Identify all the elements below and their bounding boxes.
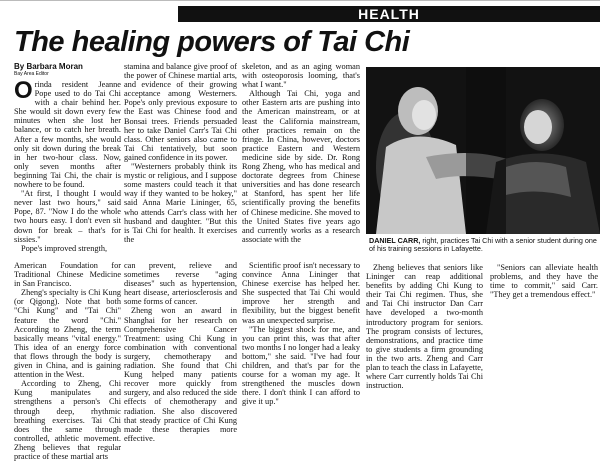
photo-caption	[369, 237, 600, 254]
article-column-5	[124, 261, 237, 461]
paragraph: "Westerners probably think its mystic or religious, and I suppose some masters could teach it that way if they wanted to be hokey," said Anna Marie Lininger, 65, who attends Carr's class with her husband and daughter. "But this is Tai Chi for health. It exercises the	[124, 162, 237, 244]
article-column-1	[14, 80, 121, 256]
article-headline: The healing powers of Tai Chi	[14, 26, 410, 58]
paragraph: "The biggest shock for me, and you can print this, was that after two months I no longer had a leaky bottom," she said. "I've had four children, and that's par for the course for a woman my age. It strengthened the muscles down there. I don't think I can afford to give it up."	[242, 324, 360, 407]
paragraph: Although Tai Chi, yoga and other Eastern arts are pushing into the American mainstream, or at least the California mainstream, other practices remain on the fringe. In China, however, doctors practice Eastern and Western medicine side by side. Dr. Rong Rong Zheng, who has medical and doctorate degrees from Chinese universities and has done research at Stanford, has spent her life scientifically proving the benefits of Chinese medicine. She moved to the United States five years ago and currently works as a research associate with the	[242, 89, 360, 244]
article-column-4	[14, 261, 121, 461]
photo-illustration	[366, 67, 600, 234]
article-column-7	[366, 263, 483, 461]
article-column-3	[242, 62, 360, 256]
paragraph: Zheng believes that seniors like Lininger can reap additional benefits by adding Chi Kung to their Tai Chi regimen. Thus, she and Tai Chi instructor Dan Carr have developed a two-month introductory program for seniors. The program consists of lectures, demonstrations, and practice time to give students a firm grounding in the two arts. Zheng and Carr plan to teach the class in Lafayette, where Carr currently holds Tai Chi instruction.	[366, 263, 483, 391]
paragraph: Zheng won an award in Shanghai for her research on Comprehensive Cancer Treatment: using Chi Kung in combination with conventional surgery, chemotherapy and radiation. She found that Chi Kung helped many patients recover more quickly from surgery, and also reduced the side effects of chemotherapy and radiation. She also discovered that steady practice of Chi Kung made these therapies more effective.	[124, 306, 237, 443]
byline: By Barbara Moran	[14, 62, 83, 71]
paragraph: According to Zheng, Chi Kung manipulates and strengthens a person's Chi through deep, rhythmic breathing exercises. Tai Chi does the same through controlled, athletic movement. Zheng believes that regular practice of these martial arts	[14, 379, 121, 461]
paragraph: stamina and balance give proof of the power of Chinese martial arts, and evidence of their growing acceptance among Westerners. Pope's only previous exposure to the East was Chinese food and Bonsai trees. Friends persuaded her to take Daniel Carr's Tai Chi class. Other seniors also came to Tai Chi tentatively, but soon gained confidence in its power.	[124, 62, 237, 162]
paragraph: Scientific proof isn't necessary to convince Anna Lininger that Chinese exercise has helped her. She suspected that Tai Chi would improve her strength and flexibility, but the biggest benefit was an unexpected surprise.	[242, 261, 360, 325]
paragraph: "At first, I thought I would never last two hours," said Pope, 87. "Now I do the whole two hours easy. I don't even sit down for break – that's for sissies."	[14, 189, 121, 244]
paragraph: "Seniors can alleviate health problems, and they have the time to commit," said Carr. "They get a tremendous effect."	[490, 263, 598, 300]
article-column-6	[242, 261, 360, 461]
photo-daniel-carr	[366, 67, 600, 234]
paragraph: American Foundation for Traditional Chinese Medicine in San Francisco.	[14, 261, 121, 289]
paragraph: Orinda resident Jeanne Pope used to do Tai Chi with a chair behind her. She would sit down every few minutes when she lost her balance, or to catch her breath. After a few months, she would only sit down during the break in her two-hour class. Now, only seven months after beginning Tai Chi, the chair is nowhere to be found.	[14, 80, 121, 190]
paragraph: skeleton, and as an aging woman with osteoporosis looming, that's what I want."	[242, 62, 360, 90]
article-column-2	[124, 62, 237, 256]
caption-name: DANIEL CARR,	[369, 236, 421, 245]
top-rule	[0, 0, 600, 1]
caption-text: right, practices Tai Chi with a senior student during one of his training sessions in Lafayette.	[369, 236, 597, 254]
paragraph: Zheng's specialty is Chi Kung (or Qigong). Note that both "Chi Kung" and "Tai Chi" feature the word "Chi." According to Zheng, the term basically means "vital energy." This idea of an energy force that flows through the body is given in China, and is gaining attention in the West.	[14, 288, 121, 380]
article-column-8	[490, 263, 598, 461]
paragraph: can prevent, relieve and sometimes reverse "aging diseases" such as hypertension, heart disease, arteriosclerosis and some forms of cancer.	[124, 261, 237, 307]
paragraph: Pope's improved strength,	[21, 243, 108, 253]
drop-cap: O	[14, 80, 33, 104]
section-label: HEALTH	[358, 6, 420, 22]
byline-role: Bay Area Editor	[14, 71, 49, 77]
